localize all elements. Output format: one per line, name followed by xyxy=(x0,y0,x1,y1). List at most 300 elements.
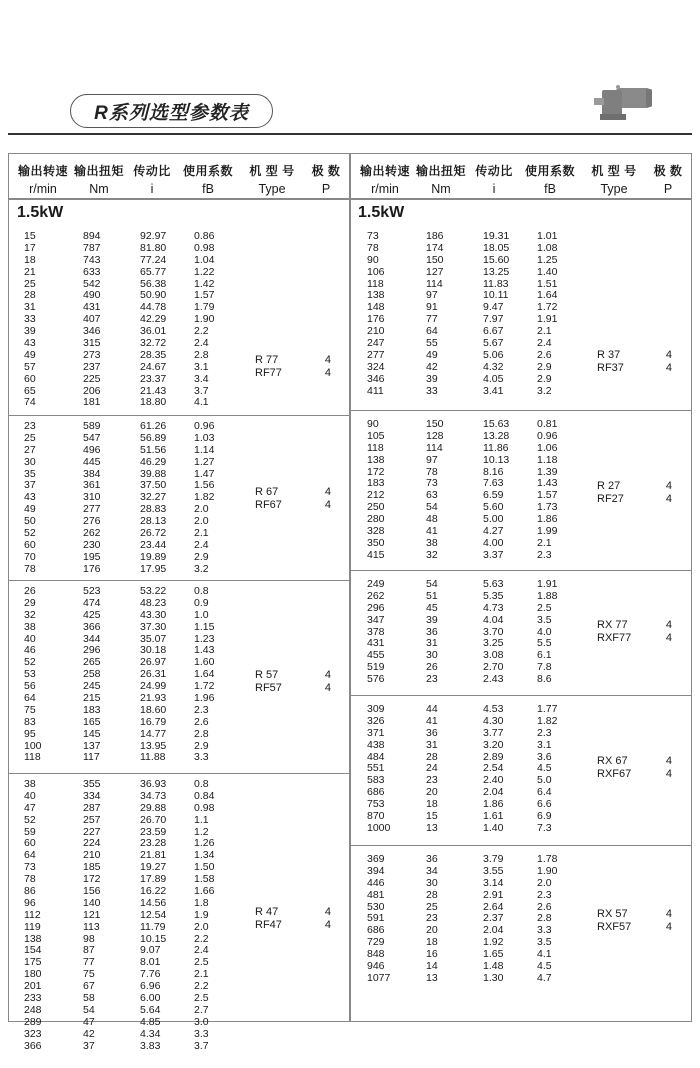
cell-ratio: 26.70 xyxy=(140,813,167,826)
cell-service-factor: 1.8 xyxy=(194,896,209,909)
cell-service-factor: 0.9 xyxy=(194,596,209,609)
pole-value: 4 xyxy=(665,349,672,361)
cell-torque: 523 xyxy=(83,585,101,597)
pole-count xyxy=(319,669,331,694)
cell-speed: 40 xyxy=(24,632,36,645)
cell-speed: 78 xyxy=(367,241,379,254)
cell-torque: 355 xyxy=(83,778,101,790)
cell-ratio: 46.29 xyxy=(140,455,167,468)
cell-torque: 31 xyxy=(426,637,438,650)
cell-ratio: 7.76 xyxy=(140,968,161,981)
table-row xyxy=(360,431,597,443)
cell-service-factor: 2.1 xyxy=(194,968,209,981)
cell-torque: 18 xyxy=(426,798,438,811)
type-designation xyxy=(255,486,282,511)
cell-speed: 180 xyxy=(24,968,42,981)
cell-torque: 743 xyxy=(83,253,101,266)
pole-count xyxy=(660,908,672,933)
table-row xyxy=(360,603,597,615)
table-row xyxy=(360,314,597,326)
cell-torque: 407 xyxy=(83,313,101,326)
cell-service-factor: 3.5 xyxy=(537,613,552,626)
table-row xyxy=(360,302,597,314)
cell-speed: 73 xyxy=(367,230,379,242)
cell-service-factor: 6.6 xyxy=(537,798,552,811)
cell-torque: 490 xyxy=(83,289,101,302)
cell-speed: 46 xyxy=(24,644,36,657)
pole-count xyxy=(660,619,672,644)
cell-torque: 589 xyxy=(83,420,101,432)
cell-service-factor: 1.90 xyxy=(537,864,558,877)
table-row xyxy=(17,850,254,862)
cell-ratio: 5.06 xyxy=(483,348,504,361)
cell-ratio: 5.00 xyxy=(483,513,504,526)
cell-speed: 52 xyxy=(24,656,36,669)
cell-service-factor: 1.72 xyxy=(537,301,558,314)
cell-service-factor: 2.1 xyxy=(194,527,209,540)
header-torque: 输出扭矩 Nm xyxy=(415,164,466,196)
cell-ratio: 11.88 xyxy=(140,751,166,764)
table-row xyxy=(17,457,254,469)
cell-ratio: 13.25 xyxy=(483,265,510,278)
cell-speed: 946 xyxy=(367,960,385,973)
table-row xyxy=(17,350,254,362)
cell-speed: 183 xyxy=(367,477,385,490)
pole-value: 4 xyxy=(324,681,331,694)
header-torque: 输出扭矩 Nm xyxy=(73,164,124,196)
cell-service-factor: 1.64 xyxy=(537,289,558,302)
cell-speed: 37 xyxy=(24,479,36,492)
cell-torque: 185 xyxy=(83,861,101,874)
table-row xyxy=(360,866,597,878)
pole-value: 4 xyxy=(665,920,672,933)
cell-torque: 28 xyxy=(426,888,438,901)
table-row xyxy=(17,815,254,827)
table-row xyxy=(17,779,254,791)
cell-ratio: 3.77 xyxy=(483,726,504,739)
table-row xyxy=(360,478,597,490)
gear-group-5 xyxy=(350,846,691,1021)
table-row xyxy=(360,231,597,243)
cell-service-factor: 1.39 xyxy=(537,465,558,478)
cell-torque: 20 xyxy=(426,924,438,937)
cell-speed: 40 xyxy=(24,789,36,802)
cell-service-factor: 1.2 xyxy=(194,825,209,838)
cell-speed: 17 xyxy=(24,241,36,254)
cell-torque: 32 xyxy=(426,548,438,561)
table-row xyxy=(360,550,597,562)
type-designation xyxy=(597,619,631,644)
table-row xyxy=(360,949,597,961)
table-row xyxy=(17,934,254,946)
cell-service-factor: 8.6 xyxy=(537,673,552,686)
cell-service-factor: 3.3 xyxy=(194,751,209,764)
cell-ratio: 4.05 xyxy=(483,372,504,385)
cell-ratio: 3.25 xyxy=(483,637,504,650)
cell-service-factor: 1.88 xyxy=(537,589,558,602)
table-row xyxy=(17,433,254,445)
cell-service-factor: 1.57 xyxy=(194,289,215,302)
cell-ratio: 3.55 xyxy=(483,864,504,877)
data-rows xyxy=(360,704,597,835)
pole-value: 4 xyxy=(665,908,672,920)
cell-speed: 75 xyxy=(24,703,36,716)
table-row xyxy=(360,538,597,550)
table-row xyxy=(360,740,597,752)
cell-ratio: 16.79 xyxy=(140,715,167,728)
cell-ratio: 6.96 xyxy=(140,980,161,993)
cell-service-factor: 1.01 xyxy=(537,230,558,242)
cell-service-factor: 1.72 xyxy=(194,680,215,693)
cell-speed: 201 xyxy=(24,980,42,993)
cell-ratio: 34.73 xyxy=(140,789,167,802)
table-row xyxy=(360,326,597,338)
cell-torque: 258 xyxy=(83,668,101,681)
cell-speed: 378 xyxy=(367,625,385,638)
cell-service-factor: 1.99 xyxy=(537,525,558,538)
cell-ratio: 10.15 xyxy=(140,932,167,945)
table-row xyxy=(17,669,254,681)
cell-speed: 52 xyxy=(24,527,36,540)
cell-service-factor: 0.8 xyxy=(194,778,209,790)
cell-service-factor: 1.57 xyxy=(537,489,558,502)
cell-speed: 324 xyxy=(367,360,385,373)
cell-ratio: 15.60 xyxy=(483,253,510,266)
table-row xyxy=(360,467,597,479)
cell-torque: 181 xyxy=(83,396,101,409)
cell-ratio: 2.40 xyxy=(483,774,504,787)
cell-service-factor: 2.6 xyxy=(194,715,209,728)
cell-service-factor: 1.04 xyxy=(194,253,215,266)
cell-torque: 296 xyxy=(83,644,101,657)
pole-value: 4 xyxy=(665,480,672,492)
table-row xyxy=(360,374,597,386)
table-row xyxy=(17,634,254,646)
cell-torque: 33 xyxy=(426,384,438,397)
cell-ratio: 1.65 xyxy=(483,948,504,961)
table-row xyxy=(360,279,597,291)
table-row xyxy=(17,981,254,993)
cell-ratio: 26.31 xyxy=(140,668,167,681)
table-row xyxy=(360,419,597,431)
pole-value: 4 xyxy=(324,918,331,931)
table-row xyxy=(17,886,254,898)
cell-ratio: 28.13 xyxy=(140,515,167,528)
cell-ratio: 4.04 xyxy=(483,613,504,626)
table-row xyxy=(17,729,254,741)
cell-ratio: 92.97 xyxy=(140,230,167,242)
cell-torque: 114 xyxy=(426,277,443,290)
cell-speed: 29 xyxy=(24,596,36,609)
cell-torque: 273 xyxy=(83,348,101,361)
table-row xyxy=(17,255,254,267)
cell-speed: 233 xyxy=(24,992,42,1005)
cell-speed: 591 xyxy=(367,912,385,925)
cell-ratio: 32.72 xyxy=(140,337,167,350)
cell-speed: 47 xyxy=(24,801,36,814)
cell-service-factor: 2.8 xyxy=(537,912,552,925)
cell-service-factor: 0.84 xyxy=(194,789,215,802)
table-row xyxy=(17,586,254,598)
pole-value: 4 xyxy=(324,498,331,511)
cell-ratio: 32.27 xyxy=(140,491,167,504)
table-row xyxy=(17,267,254,279)
table-row xyxy=(17,374,254,386)
cell-ratio: 42.29 xyxy=(140,313,167,326)
cell-service-factor: 2.5 xyxy=(194,992,209,1005)
type-label: RXF77 xyxy=(597,631,632,644)
cell-speed: 1000 xyxy=(367,821,391,834)
cell-service-factor: 4.5 xyxy=(537,960,552,973)
type-label: RX 57 xyxy=(597,908,628,920)
cell-ratio: 37.50 xyxy=(140,479,167,492)
cell-service-factor: 1.60 xyxy=(194,656,215,669)
cell-ratio: 26.72 xyxy=(140,527,167,540)
cell-speed: 249 xyxy=(367,578,385,590)
cell-torque: 97 xyxy=(426,453,438,466)
table-row xyxy=(17,610,254,622)
cell-ratio: 35.07 xyxy=(140,632,167,645)
pole-value: 4 xyxy=(324,486,331,498)
cell-ratio: 1.40 xyxy=(483,821,504,834)
cell-speed: 90 xyxy=(367,253,379,266)
table-row xyxy=(17,838,254,850)
type-label: RF77 xyxy=(255,366,282,379)
cell-speed: 105 xyxy=(367,429,385,442)
gear-group-1 xyxy=(9,199,349,416)
cell-ratio: 8.16 xyxy=(483,465,504,478)
cell-speed: 56 xyxy=(24,680,36,693)
table-row xyxy=(360,579,597,591)
cell-speed: 686 xyxy=(367,786,385,799)
cell-torque: 54 xyxy=(426,501,438,514)
page-title-text: R系列选型参数表 xyxy=(94,102,249,124)
table-row xyxy=(17,421,254,433)
cell-ratio: 2.04 xyxy=(483,924,504,937)
table-row xyxy=(360,243,597,255)
cell-service-factor: 2.2 xyxy=(194,980,209,993)
cell-speed: 65 xyxy=(24,384,36,397)
cell-service-factor: 4.5 xyxy=(537,762,552,775)
table-row xyxy=(360,362,597,374)
cell-torque: 225 xyxy=(83,372,101,385)
cell-torque: 384 xyxy=(83,467,101,480)
header-ratio: 传动比 i xyxy=(133,164,171,196)
table-row xyxy=(360,514,597,526)
table-row xyxy=(360,811,597,823)
cell-speed: 415 xyxy=(367,548,385,561)
table-row xyxy=(17,681,254,693)
cell-service-factor: 1.86 xyxy=(537,513,558,526)
cell-torque: 36 xyxy=(426,625,438,638)
cell-ratio: 48.23 xyxy=(140,596,167,609)
cell-torque: 51 xyxy=(426,589,438,602)
table-row xyxy=(17,528,254,540)
cell-ratio: 6.67 xyxy=(483,325,504,338)
cell-torque: 77 xyxy=(426,313,438,326)
cell-speed: 729 xyxy=(367,936,385,949)
cell-speed: 138 xyxy=(367,289,385,302)
header-poles: 极 数 P xyxy=(311,164,341,196)
cell-torque: 47 xyxy=(83,1015,95,1028)
cell-ratio: 21.43 xyxy=(140,384,167,397)
cell-speed: 18 xyxy=(24,253,36,266)
table-row xyxy=(360,591,597,603)
table-row xyxy=(17,302,254,314)
cell-ratio: 5.64 xyxy=(140,1003,161,1016)
cell-ratio: 6.00 xyxy=(140,992,161,1005)
type-label: RF47 xyxy=(255,918,282,931)
cell-speed: 438 xyxy=(367,738,385,751)
data-rows xyxy=(17,421,254,576)
cell-speed: 148 xyxy=(367,301,385,314)
cell-torque: 257 xyxy=(83,813,101,826)
cell-service-factor: 1.08 xyxy=(537,241,558,254)
cell-speed: 78 xyxy=(24,562,36,575)
header-ratio: 传动比 i xyxy=(475,164,513,196)
cell-torque: 18 xyxy=(426,936,438,949)
table-row xyxy=(360,290,597,302)
table-row xyxy=(17,504,254,516)
cell-ratio: 10.11 xyxy=(483,289,509,302)
cell-ratio: 21.81 xyxy=(140,849,167,862)
cell-ratio: 4.53 xyxy=(483,703,504,715)
cell-speed: 43 xyxy=(24,491,36,504)
cell-speed: 26 xyxy=(24,585,36,597)
cell-torque: 117 xyxy=(83,751,100,764)
cell-ratio: 81.80 xyxy=(140,241,167,254)
cell-speed: 49 xyxy=(24,348,36,361)
table-row xyxy=(360,890,597,902)
cell-speed: 350 xyxy=(367,536,385,549)
cell-service-factor: 2.5 xyxy=(537,601,552,614)
pole-value: 4 xyxy=(324,906,331,918)
cell-torque: 894 xyxy=(83,230,101,242)
cell-ratio: 11.83 xyxy=(483,277,509,290)
cell-speed: 118 xyxy=(24,751,41,764)
cell-ratio: 3.14 xyxy=(483,876,504,889)
right-header-row xyxy=(357,162,689,198)
cell-service-factor: 0.98 xyxy=(194,241,215,254)
cell-speed: 49 xyxy=(24,503,36,516)
cell-service-factor: 1.9 xyxy=(194,908,209,921)
cell-torque: 39 xyxy=(426,372,438,385)
cell-ratio: 61.26 xyxy=(140,420,167,432)
data-rows xyxy=(17,231,254,409)
cell-ratio: 9.07 xyxy=(140,944,161,957)
table-row xyxy=(17,1029,254,1041)
cell-torque: 150 xyxy=(426,418,444,430)
cell-torque: 227 xyxy=(83,825,101,838)
table-row xyxy=(17,922,254,934)
title-divider xyxy=(8,133,692,135)
table-row xyxy=(17,338,254,350)
cell-service-factor: 1.26 xyxy=(194,837,215,850)
table-row xyxy=(360,854,597,866)
cell-ratio: 77.24 xyxy=(140,253,167,266)
cell-speed: 38 xyxy=(24,778,36,790)
cell-torque: 13 xyxy=(426,971,438,984)
table-row xyxy=(17,752,254,764)
cell-ratio: 12.54 xyxy=(140,908,167,921)
table-row xyxy=(360,799,597,811)
cell-ratio: 23.37 xyxy=(140,372,167,385)
cell-torque: 496 xyxy=(83,443,101,456)
cell-torque: 206 xyxy=(83,384,101,397)
cell-service-factor: 2.3 xyxy=(537,548,552,561)
table-row xyxy=(360,502,597,514)
cell-torque: 346 xyxy=(83,325,101,338)
cell-speed: 1077 xyxy=(367,971,391,984)
cell-speed: 60 xyxy=(24,372,36,385)
table-row xyxy=(360,704,597,716)
pole-count xyxy=(660,480,672,505)
cell-speed: 118 xyxy=(367,277,384,290)
table-row xyxy=(360,638,597,650)
cell-speed: 289 xyxy=(24,1015,42,1028)
cell-speed: 96 xyxy=(24,896,36,909)
cell-service-factor: 7.8 xyxy=(537,661,552,674)
cell-ratio: 30.18 xyxy=(140,644,167,657)
type-label: R 37 xyxy=(597,349,621,361)
cell-torque: 431 xyxy=(83,301,101,314)
cell-ratio: 56.38 xyxy=(140,277,167,290)
cell-ratio: 18.60 xyxy=(140,703,167,716)
cell-torque: 23 xyxy=(426,673,438,686)
cell-speed: 210 xyxy=(367,325,385,338)
header-service-factor: 使用系数 fB xyxy=(524,164,575,196)
cell-torque: 45 xyxy=(426,601,438,614)
table-row xyxy=(360,913,597,925)
cell-speed: 30 xyxy=(24,455,36,468)
cell-torque: 113 xyxy=(83,920,100,933)
table-row xyxy=(17,540,254,552)
cell-service-factor: 2.0 xyxy=(194,920,209,933)
cell-ratio: 23.44 xyxy=(140,538,167,551)
cell-torque: 20 xyxy=(426,786,438,799)
table-row xyxy=(17,492,254,504)
table-row xyxy=(360,787,597,799)
cell-service-factor: 0.96 xyxy=(537,429,558,442)
pole-count xyxy=(319,486,331,511)
type-designation xyxy=(597,908,631,933)
cell-ratio: 3.08 xyxy=(483,649,504,662)
cell-ratio: 2.04 xyxy=(483,786,504,799)
cell-service-factor: 3.3 xyxy=(537,924,552,937)
cell-ratio: 3.41 xyxy=(483,384,504,397)
cell-speed: 119 xyxy=(24,920,41,933)
table-row xyxy=(17,480,254,492)
cell-ratio: 56.89 xyxy=(140,431,167,444)
cell-speed: 530 xyxy=(367,900,385,913)
header-poles: 极 数 P xyxy=(653,164,683,196)
cell-ratio: 15.63 xyxy=(483,418,510,430)
cell-speed: 347 xyxy=(367,613,385,626)
cell-speed: 753 xyxy=(367,798,385,811)
type-label: RX 77 xyxy=(597,619,628,631)
cell-torque: 67 xyxy=(83,980,95,993)
table-row xyxy=(17,657,254,669)
table-row xyxy=(17,279,254,291)
cell-ratio: 36.01 xyxy=(140,325,167,338)
data-rows xyxy=(360,231,597,397)
table-row xyxy=(17,622,254,634)
cell-service-factor: 7.3 xyxy=(537,821,552,834)
cell-speed: 250 xyxy=(367,501,385,514)
cell-speed: 64 xyxy=(24,849,36,862)
cell-ratio: 28.35 xyxy=(140,348,167,361)
cell-torque: 277 xyxy=(83,503,101,516)
